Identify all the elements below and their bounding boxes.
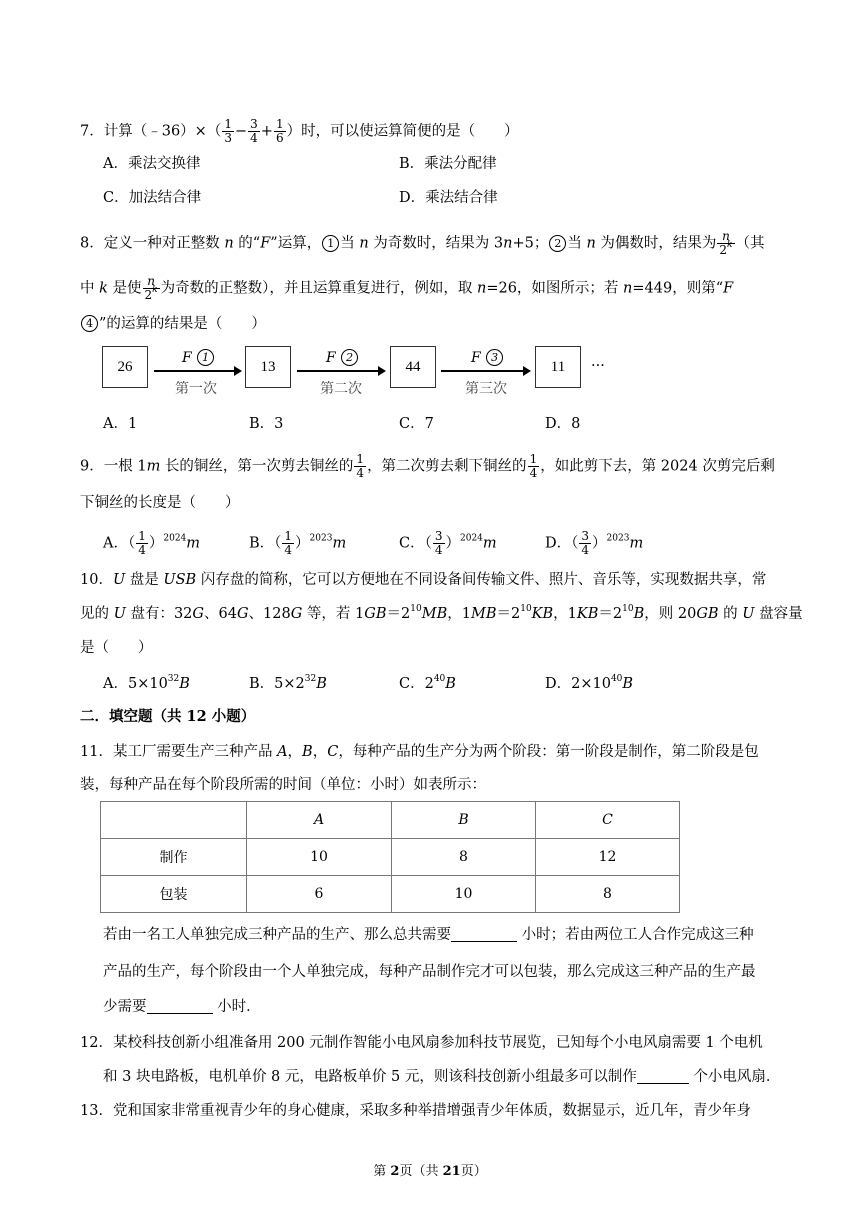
answer-blank[interactable] xyxy=(147,997,213,1014)
flow-step-label-3: 第三次 xyxy=(465,381,507,397)
flow-label-2: F 2 xyxy=(326,349,359,366)
page-footer: 第 2页（共 21页） xyxy=(373,1164,487,1179)
q10-line-1: 10．U 盘是 USB 闪存盘的简称，它可以方便地在不同设备间传输文件、照片、音乐等，实现数据共享，常 xyxy=(80,572,767,588)
fraction: $\frac{1}{6}$ xyxy=(275,117,284,145)
q8-line-3: 4 ”的运算的结果是（ ） xyxy=(80,314,266,334)
q10-line-2: 见的 U 盘有：32G、64G、128G 等，若 $1GB=2^{10}MB$，$1MB=2^{10}KB$，$1KB=2^{10}B$，则 20GB 的 U 盘容量 xyxy=(80,604,803,622)
q8-option-c: C．7 xyxy=(399,416,434,432)
q11-line-3: 若由一名工人单独完成三种产品的生产、那么总共需要 小时；若由两位工人合作完成这三种 xyxy=(103,927,754,943)
section-heading: 二．填空题（共 12 小题） xyxy=(80,708,256,725)
table-cell: 包装 xyxy=(101,876,247,913)
fraction: $\frac{n}{2^k}$ xyxy=(144,274,158,302)
table-cell: 10 xyxy=(247,839,392,876)
q7-option-c: C．加法结合律 xyxy=(103,190,202,206)
fraction: $\frac{1}{3}$ xyxy=(224,117,232,145)
circled-number: 3 xyxy=(486,349,503,366)
q11-line-4: 产品的生产，每个阶段由一个人单独完成，每种产品制作完才可以包装，那么完成这三种产品的生产最 xyxy=(103,964,756,980)
answer-blank[interactable] xyxy=(637,1067,689,1084)
table-header: B xyxy=(392,802,536,839)
q7-option-b: B．乘法分配律 xyxy=(399,156,497,172)
table-header: C xyxy=(536,802,680,839)
q10-option-a: A．$5\times 10^{32}B$ xyxy=(103,674,190,692)
q10-option-c: C．$2^{40}B$ xyxy=(399,674,456,692)
q7-line: 7．计算（﹣36）×（ $\frac{1}{3}$ − $\frac{3}{4}$ + $\frac{1}{6}$ ）时，可以使运算简便的是（ ） xyxy=(80,117,519,145)
q8-line-1: 8．定义一种对正整数 n 的“F”运算， 1 当 n 为奇数时，结果为 3n+5； 2 当 n 为偶数时，结果为 $\frac{n}{2^k}$ （其 xyxy=(80,229,765,257)
flow-ellipsis: ··· xyxy=(591,358,605,374)
table-row xyxy=(101,876,680,913)
arrow-icon xyxy=(441,370,529,372)
fraction: $\frac{1}{4}$ xyxy=(356,452,365,480)
q9-option-d: D．（ $\frac{3}{4}$ ）$^{2023}$m xyxy=(545,529,644,557)
flow-box-2: 13 xyxy=(245,346,291,388)
q9-line-1: 9．一根 1m 长的铜丝，第一次剪去铜丝的 $\frac{1}{4}$ ，第二次剪去剩下铜丝的 $\frac{1}{4}$ ，如此剪下去，第 2024 次剪完后剩 xyxy=(80,452,775,480)
q8-option-d: D．8 xyxy=(545,416,581,432)
table-cell xyxy=(101,802,247,839)
flow-step-label-1: 第一次 xyxy=(175,381,217,397)
flow-box-3: 44 xyxy=(390,346,436,388)
q8-option-b: B．3 xyxy=(249,416,284,432)
table-cell: 10 xyxy=(392,876,536,913)
q7-option-a: A．乘法交换律 xyxy=(103,156,201,172)
table-cell: 8 xyxy=(392,839,536,876)
table-cell: 制作 xyxy=(101,839,247,876)
q7-option-d: D．乘法结合律 xyxy=(399,190,498,206)
flow-step-label-2: 第二次 xyxy=(320,381,362,397)
table-cell: 8 xyxy=(536,876,680,913)
table-header-row xyxy=(101,802,680,839)
q12-line-1: 12．某校科技创新小组准备用 200 元制作智能小电风扇参加科技节展览，已知每个小电风扇需要 1 个电机 xyxy=(80,1035,763,1051)
q8-option-a: A．1 xyxy=(103,416,138,432)
q12-line-2: 和 3 块电路板，电机单价 8 元，电路板单价 5 元，则该科技创新小组最多可以制作 个小电风扇． xyxy=(103,1069,781,1085)
flow-box-1: 26 xyxy=(102,346,148,388)
q10-option-d: D．$2\times 10^{40}B$ xyxy=(545,674,634,692)
arrow-icon xyxy=(154,370,240,372)
q13-line-1: 13．党和国家非常重视青少年的身心健康，采取多种举措增强青少年体质，数据显示，近几年，青少年身 xyxy=(80,1103,751,1119)
flow-box-4: 11 xyxy=(535,346,581,388)
q9-option-a: A．（ $\frac{1}{4}$ ）$^{2024}$m xyxy=(103,529,201,557)
answer-blank[interactable] xyxy=(451,925,517,942)
q10-option-b: B．$5\times 2^{32}B$ xyxy=(249,674,327,692)
circled-number: 1 xyxy=(322,235,339,252)
circled-number: 2 xyxy=(341,349,358,366)
circled-number: 2 xyxy=(549,235,566,252)
q9-option-c: C．（ $\frac{3}{4}$ ）$^{2024}$m xyxy=(399,529,497,557)
q8-line-2: 中 k 是使 $\frac{n}{2^k}$ 为奇数的正整数），并且运算重复进行，例如，取 n=26，如图所示；若 n=449，则第“F xyxy=(80,274,734,302)
q9-option-b: B．（ $\frac{1}{4}$ ）$^{2023}$m xyxy=(249,529,347,557)
circled-number: 1 xyxy=(197,349,214,366)
table-row xyxy=(101,839,680,876)
table-cell: 6 xyxy=(247,876,392,913)
flow-label-1: F 1 xyxy=(182,349,215,366)
flow-label-3: F 3 xyxy=(471,349,504,366)
circled-number: 4 xyxy=(81,315,98,332)
q9-line-2: 下铜丝的长度是（ ） xyxy=(80,495,240,511)
fraction: $\frac{3}{4}$ xyxy=(250,117,258,145)
table-cell: 12 xyxy=(536,839,680,876)
table-header: A xyxy=(247,802,392,839)
production-table xyxy=(100,801,680,913)
arrow-icon xyxy=(297,370,384,372)
q10-line-3: 是（ ） xyxy=(80,640,153,656)
fraction: $\frac{1}{4}$ xyxy=(529,452,538,480)
q11-line-2: 装，每种产品在每个阶段所需的时间（单位：小时）如表所示： xyxy=(80,777,486,793)
q11-line-1: 11．某工厂需要生产三种产品 A，B，C，每种产品的生产分为两个阶段：第一阶段是制作，第二阶段是包 xyxy=(80,744,759,760)
fraction: $\frac{n}{2^k}$ xyxy=(719,229,733,257)
q11-line-5: 少需要 小时． xyxy=(103,999,261,1015)
